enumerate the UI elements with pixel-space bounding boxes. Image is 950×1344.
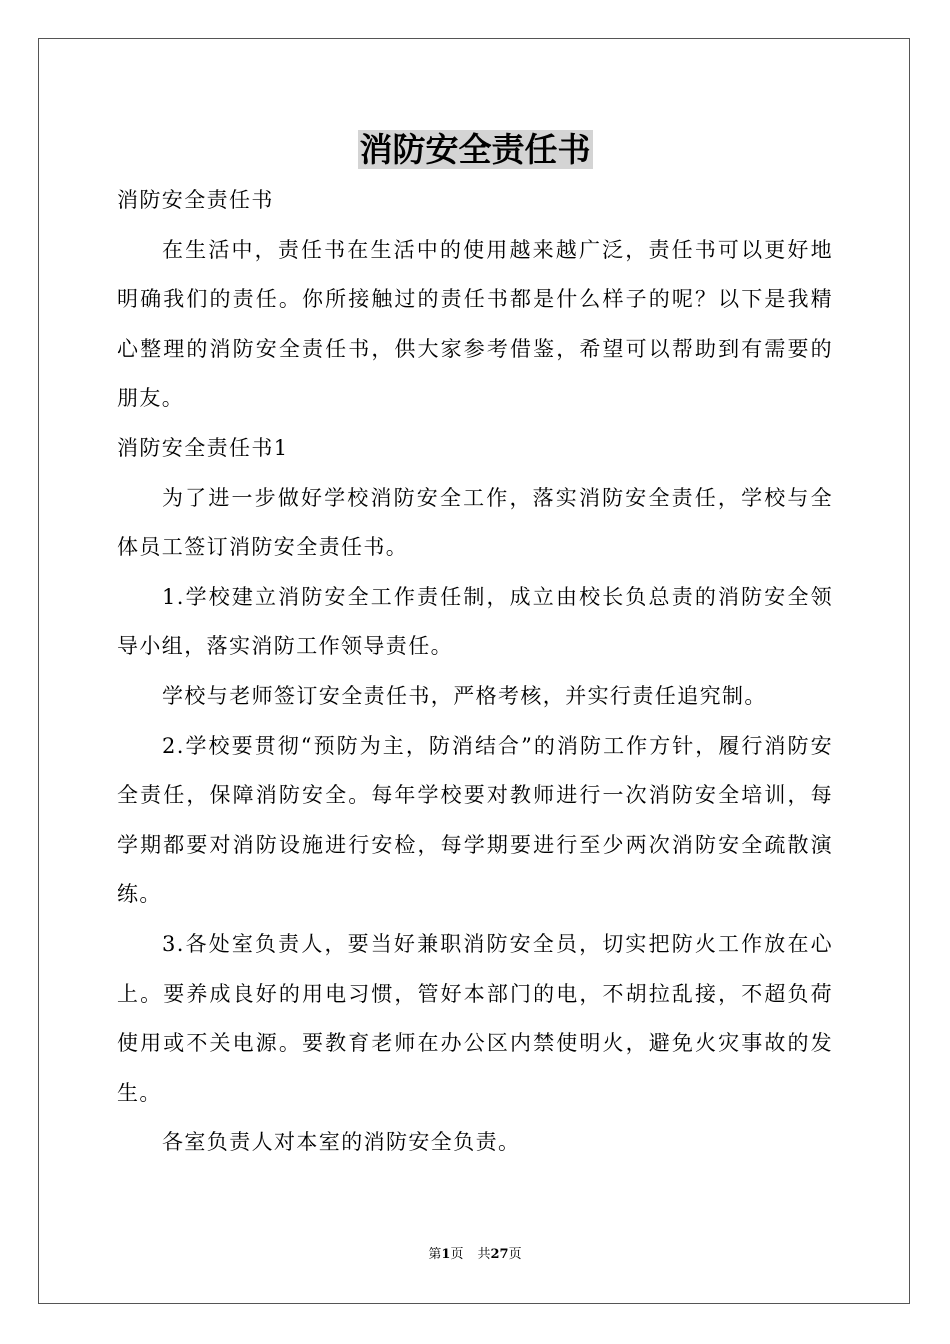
paragraph: 各室负责人对本室的消防安全负责。 bbox=[162, 1130, 521, 1155]
footer-page-unit: 页 bbox=[450, 1247, 464, 1262]
footer-total-prefix: 共 bbox=[477, 1247, 491, 1262]
footer-total-unit: 页 bbox=[508, 1247, 522, 1262]
document-body bbox=[117, 176, 833, 1168]
paragraph-heading: 消防安全责任书 bbox=[117, 188, 274, 212]
paragraph: 为了进一步做好学校消防安全工作，落实消防安全责任，学校与全体员工签订消防安全责任书。 bbox=[117, 485, 833, 560]
document-title-text: 消防安全责任书 bbox=[359, 130, 591, 169]
page-footer bbox=[0, 1246, 950, 1264]
paragraph-item-1: 1.学校建立消防安全工作责任制，成立由校长负总责的消防安全领导小组，落实消防工作领导责任。 bbox=[117, 584, 833, 659]
footer-page-total: 27 bbox=[490, 1247, 509, 1262]
paragraph-section-heading: 消防安全责任书1 bbox=[117, 435, 289, 460]
footer-page-prefix: 第 bbox=[428, 1247, 442, 1262]
document-title bbox=[0, 126, 950, 174]
paragraph: 学校与老师签订安全责任书，严格考核，并实行责任追究制。 bbox=[162, 683, 767, 708]
paragraph-item-3: 3.各处室负责人，要当好兼职消防安全员，切实把防火工作放在心上。要养成良好的用电习惯，管好本部门的电，不胡拉乱接，不超负荷使用或不关电源。要教育老师在办公区内禁使明火，避免火灾事故的发生。 bbox=[117, 931, 833, 1105]
paragraph-intro: 在生活中，责任书在生活中的使用越来越广泛，责任书可以更好地明确我们的责任。你所接触过的责任书都是什么样子的呢？以下是我精心整理的消防安全责任书，供大家参考借鉴，希望可以帮助到有需要的朋友。 bbox=[117, 237, 833, 411]
footer-page-current: 1 bbox=[441, 1247, 451, 1262]
paragraph-item-2: 2.学校要贯彻“预防为主，防消结合”的消防工作方针，履行消防安全责任，保障消防安全。每年学校要对教师进行一次消防安全培训，每学期都要对消防设施进行安检，每学期要进行至少两次消防安全疏散演练。 bbox=[117, 733, 833, 907]
